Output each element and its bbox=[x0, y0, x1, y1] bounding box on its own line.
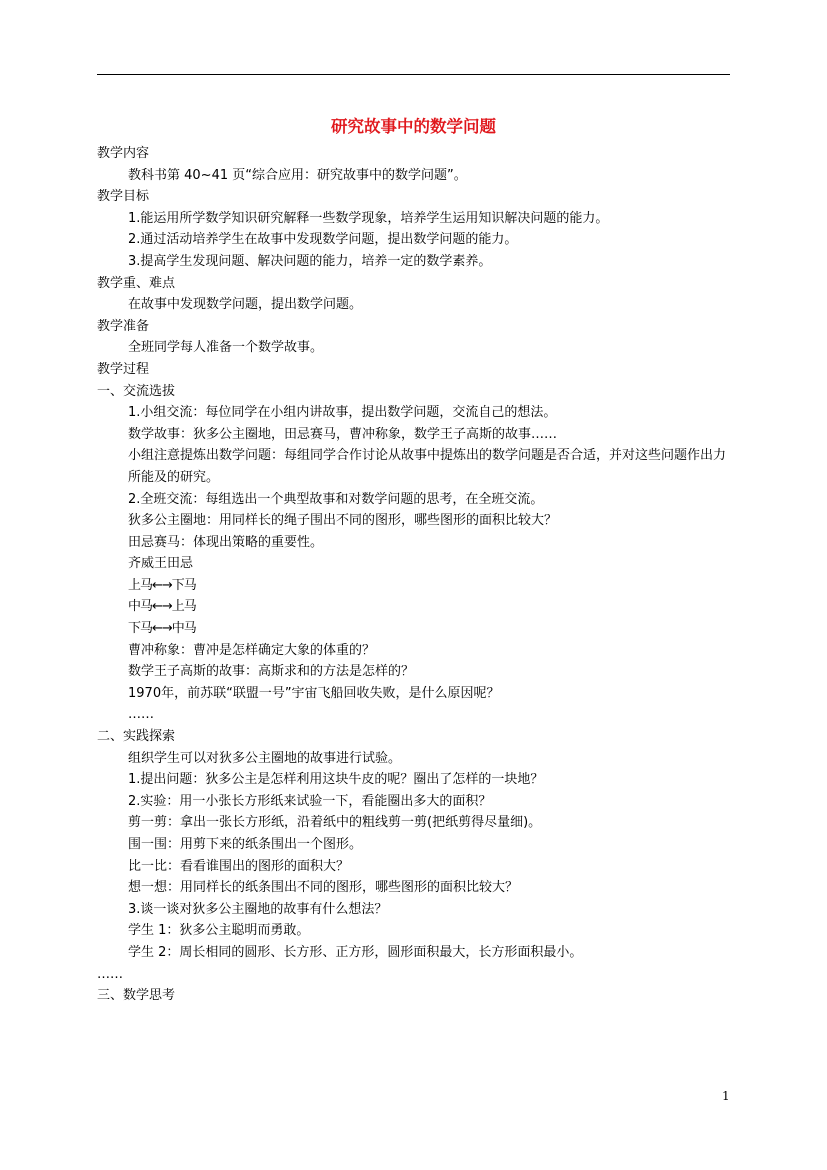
horse-pairing: 下马←→中马 bbox=[128, 621, 196, 637]
paragraph: 组织学生可以对狄多公主圈地的故事进行试验。 bbox=[128, 750, 402, 766]
paragraph: 1.小组交流：每位同学在小组内讲故事，提出数学问题，交流自己的想法。 bbox=[128, 405, 557, 421]
paragraph: 曹冲称象：曹冲是怎样确定大象的体重的？ bbox=[128, 642, 376, 658]
paragraph: 想一想：用同样长的纸条围出不同的图形，哪些图形的面积比较大？ bbox=[128, 880, 519, 896]
section-heading: 教学重、难点 bbox=[97, 275, 176, 291]
paragraph: 学生 2：周长相同的圆形、长方形、正方形，圆形面积最大，长方形面积最小。 bbox=[128, 944, 583, 960]
paragraph: 围一围：用剪下来的纸条围出一个图形。 bbox=[128, 837, 363, 852]
paragraph: 2.全班交流：每组选出一个典型故事和对数学问题的思考，在全班交流。 bbox=[128, 491, 544, 507]
paragraph: 2.实验：用一小张长方形纸来试验一下，看能圈出多大的面积？ bbox=[128, 793, 492, 809]
section-heading: 一、交流选拔 bbox=[97, 383, 176, 399]
paragraph: 1.提出问题：狄多公主是怎样利用这块牛皮的呢？圈出了怎样的一块地？ bbox=[128, 772, 544, 788]
paragraph: 3.提高学生发现问题、解决问题的能力，培养一定的数学素养。 bbox=[128, 253, 492, 269]
paragraph: 1970年，前苏联“联盟一号”宇宙飞船回收失败，是什么原因呢？ bbox=[128, 685, 500, 701]
ellipsis: …… bbox=[128, 707, 154, 723]
paragraph: 教科书第 40~41 页“综合应用：研究故事中的数学问题”。 bbox=[128, 167, 467, 183]
page-number: 1 bbox=[722, 1089, 730, 1103]
section-heading: 教学目标 bbox=[97, 189, 150, 205]
paragraph: 2.通过活动培养学生在故事中发现数学问题，提出数学问题的能力。 bbox=[128, 232, 518, 248]
paragraph: 在故事中发现数学问题，提出数学问题。 bbox=[128, 297, 363, 313]
paragraph: 比一比：看看谁围出的图形的面积大？ bbox=[128, 858, 350, 874]
ellipsis: …… bbox=[97, 966, 123, 982]
section-heading: 三、数学思考 bbox=[97, 988, 176, 1004]
paragraph: 数学故事：狄多公主圈地，田忌赛马，曹冲称象，数学王子高斯的故事…… bbox=[128, 426, 558, 442]
paragraph: 狄多公主圈地：用同样长的绳子围出不同的图形，哪些图形的面积比较大？ bbox=[128, 513, 558, 529]
section-heading: 教学内容 bbox=[97, 146, 150, 161]
paragraph: 剪一剪：拿出一张长方形纸，沿着纸中的粗线剪一剪(把纸剪得尽量细)。 bbox=[128, 815, 542, 831]
horse-pairing: 中马←→上马 bbox=[128, 599, 196, 615]
section-heading: 二、实践探索 bbox=[97, 729, 176, 745]
paragraph: 学生 1：狄多公主聪明而勇敢。 bbox=[128, 923, 310, 939]
section-heading: 教学准备 bbox=[97, 318, 150, 334]
document-body bbox=[97, 143, 730, 1007]
paragraph: 1.能运用所学数学知识研究解释一些数学现象，培养学生运用知识解决问题的能力。 bbox=[128, 210, 609, 226]
paragraph: 齐威王田忌 bbox=[128, 556, 194, 572]
paragraph: 3.谈一谈对狄多公主圈地的故事有什么想法？ bbox=[128, 901, 388, 917]
section-heading: 教学过程 bbox=[97, 361, 150, 377]
paragraph: 全班同学每人准备一个数学故事。 bbox=[128, 340, 324, 356]
wrapped-paragraph: 小组注意提炼出数学问题：每组同学合作讨论从故事中提炼出的数学问题是否合适，并对这些问题作出力所能及的研究。 bbox=[128, 448, 727, 485]
horse-pairing: 上马←→下马 bbox=[128, 577, 196, 593]
paragraph: 数学王子高斯的故事：高斯求和的方法是怎样的？ bbox=[128, 664, 415, 680]
paragraph: 田忌赛马：体现出策略的重要性。 bbox=[128, 534, 324, 550]
page-title: 研究故事中的数学问题 bbox=[331, 117, 496, 136]
header-rule bbox=[97, 74, 730, 75]
